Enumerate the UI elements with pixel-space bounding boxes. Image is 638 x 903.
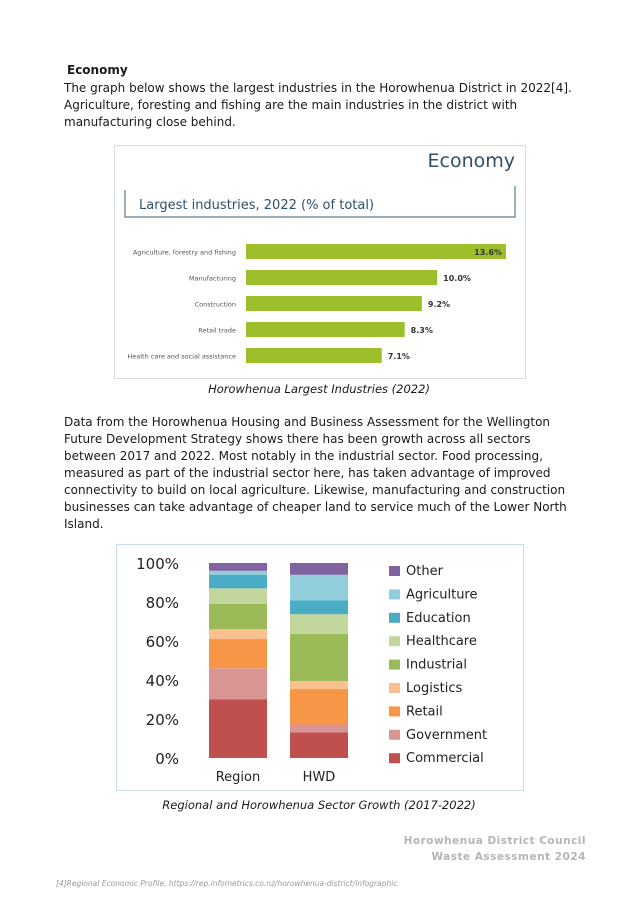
industry-value-label: 10.0% bbox=[443, 274, 471, 283]
legend-label: Commercial bbox=[406, 751, 484, 767]
footer-org-line1: Horowhenua District Council bbox=[403, 835, 586, 847]
caption-largest-industries: Horowhenua Largest Industries (2022) bbox=[208, 382, 430, 396]
legend-swatch bbox=[389, 753, 400, 763]
footnote: [4]Regional Economic Profile, https://rep.infometrics.co.nz/horowhenua-district/infographic bbox=[56, 879, 398, 888]
stack-segment bbox=[209, 629, 267, 639]
industry-bar bbox=[246, 348, 382, 363]
x-category-label: HWD bbox=[302, 770, 336, 785]
stack-segment bbox=[290, 563, 348, 575]
industry-label: Manufacturing bbox=[188, 274, 236, 283]
legend-swatch bbox=[389, 730, 400, 740]
largest-industries-svg bbox=[115, 146, 525, 378]
legend-swatch bbox=[389, 660, 400, 670]
y-tick-label: 60% bbox=[145, 633, 179, 651]
legend-swatch bbox=[389, 706, 400, 716]
legend-swatch bbox=[389, 613, 400, 623]
industry-label: Retail trade bbox=[198, 326, 236, 335]
footer-org-line2: Waste Assessment 2024 bbox=[431, 851, 586, 863]
y-tick-label: 100% bbox=[136, 555, 179, 573]
industry-value-label: 9.2% bbox=[427, 300, 451, 309]
stack-segment bbox=[209, 700, 267, 759]
stack-segment bbox=[209, 604, 267, 629]
stack-segment bbox=[290, 575, 348, 601]
legend-label: Education bbox=[406, 610, 471, 626]
legend-swatch bbox=[389, 683, 400, 693]
x-category-label: Region bbox=[215, 770, 261, 785]
industry-label: Agriculture, forestry and fishing bbox=[132, 248, 236, 257]
legend-label: Logistics bbox=[406, 681, 463, 696]
legend-swatch bbox=[389, 636, 400, 646]
stack-segment bbox=[209, 588, 267, 604]
growth-paragraph: Data from the Horowhenua Housing and Business Assessment for the Wellington Future Development Strategy shows there has been growth across all sectors between 2017 and 2022. Most notably in the industrial sector. Food processing, measured as part of the industrial sector here, has taken advantage of improved connectivity to build on local agriculture. Likewise, manufacturing and construction businesses can take advantage of cheaper land to service much of the Lower North Island. bbox=[64, 415, 567, 531]
legend-swatch bbox=[389, 589, 400, 599]
stack-segment bbox=[290, 689, 348, 724]
stack-segment bbox=[209, 563, 267, 571]
legend-label: Retail bbox=[406, 704, 443, 720]
sector-growth-svg bbox=[117, 545, 523, 790]
legend-label: Industrial bbox=[406, 657, 467, 673]
y-tick-label: 0% bbox=[155, 750, 179, 768]
y-tick-label: 20% bbox=[145, 711, 179, 729]
y-tick-label: 40% bbox=[145, 672, 179, 690]
industry-label: Health care and social assistance bbox=[127, 352, 236, 361]
stack-segment bbox=[290, 600, 348, 614]
stack-segment bbox=[290, 681, 348, 689]
stack-segment bbox=[290, 725, 348, 733]
industry-value-label: 7.1% bbox=[387, 352, 410, 361]
intro-paragraph: The graph below shows the largest industries in the Horowhenua District in 2022[4]. Agriculture, foresting and fishing are the main industries in the district with manufacturing close behind. bbox=[64, 81, 572, 129]
stack-segment bbox=[290, 634, 348, 681]
stack-segment bbox=[209, 571, 267, 575]
legend-label: Healthcare bbox=[406, 634, 477, 650]
economy-header: Economy bbox=[427, 150, 515, 172]
stack-segment bbox=[209, 639, 267, 668]
footer-organization bbox=[404, 833, 586, 865]
sector-growth-chart bbox=[116, 544, 524, 791]
industry-value-label: 8.3% bbox=[410, 326, 433, 335]
industry-bar bbox=[246, 244, 506, 259]
stack-segment bbox=[290, 732, 348, 758]
stack-segment bbox=[209, 668, 267, 699]
legend-label: Other bbox=[406, 564, 443, 579]
largest-industries-chart bbox=[114, 145, 526, 379]
industry-bar bbox=[246, 296, 422, 311]
industry-label: Construction bbox=[194, 300, 236, 309]
stack-segment bbox=[209, 575, 267, 589]
stack-segment bbox=[290, 614, 348, 634]
industry-bar bbox=[246, 270, 437, 285]
legend-label: Agriculture bbox=[406, 587, 478, 603]
y-tick-label: 80% bbox=[145, 594, 179, 612]
chart-title: Largest industries, 2022 (% of total) bbox=[139, 198, 375, 213]
industry-value-label: 13.6% bbox=[474, 248, 502, 257]
industry-bar bbox=[246, 322, 405, 337]
legend-swatch bbox=[389, 566, 400, 576]
legend-label: Government bbox=[406, 727, 488, 743]
section-heading: Economy bbox=[67, 63, 128, 77]
caption-sector-growth: Regional and Horowhenua Sector Growth (2017-2022) bbox=[162, 798, 476, 812]
